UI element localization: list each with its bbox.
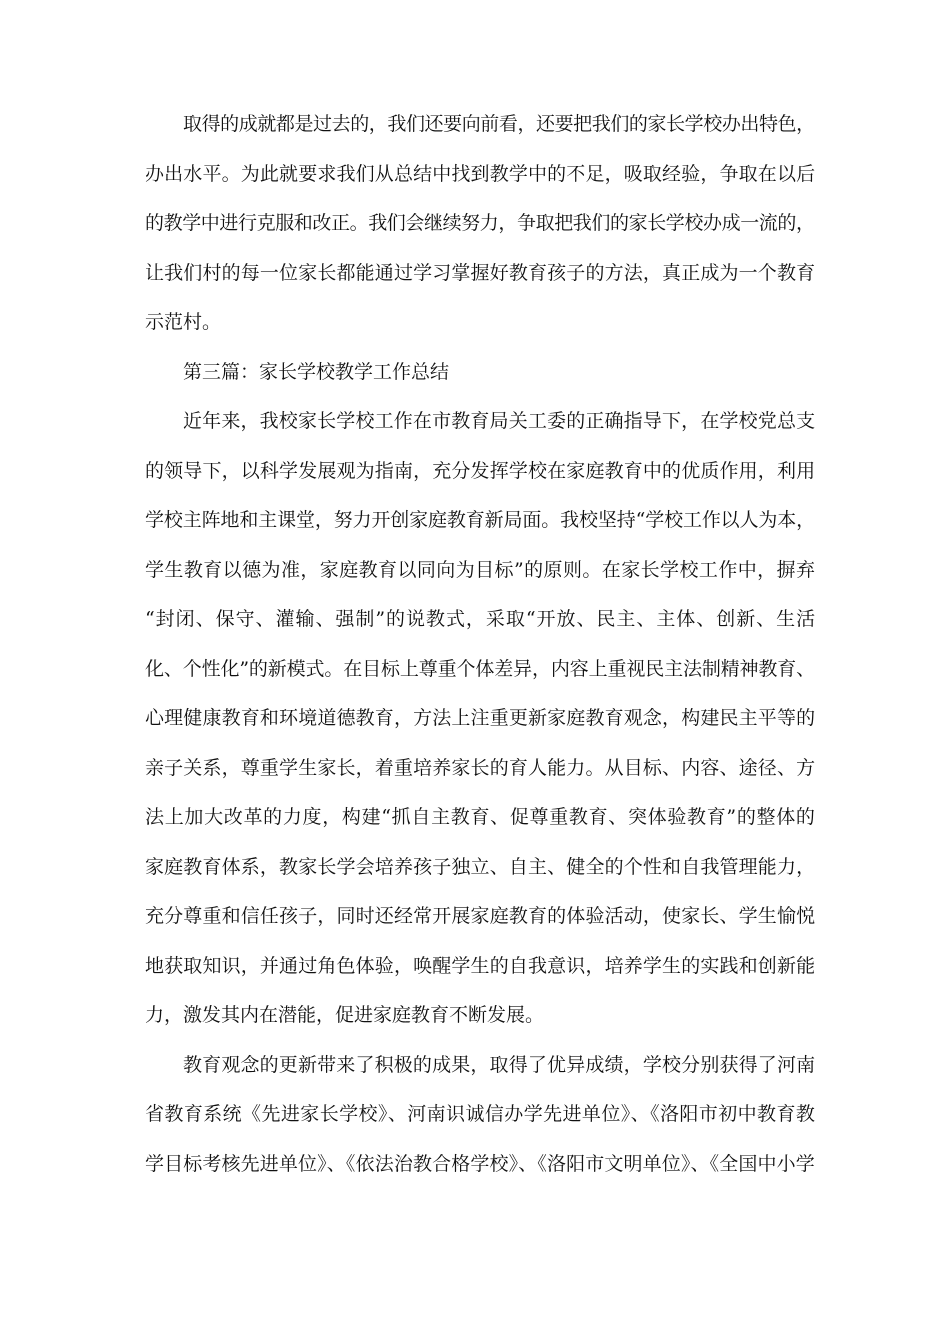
text-line: 教育观念的更新带来了积极的成果，取得了优异成绩，学校分别获得了河南: [183, 1053, 816, 1076]
text-line: 省教育系统《先进家长学校》、河南识诚信办学先进单位》、《洛阳市初中教育教: [145, 1103, 816, 1125]
text-line: 的教学中进行克服和改正。我们会继续努力，争取把我们的家长学校办成一流的，: [145, 212, 815, 234]
text-line: 法上加大改革的力度，构建“抓自主教育、促尊重教育、突体验教育”的整体的: [145, 806, 816, 828]
text-line: 学目标考核先进单位》、《依法治教合格学校》、《洛阳市文明单位》、《全国中小学: [145, 1152, 815, 1175]
text-line: 学生教育以德为准，家庭教育以同向为目标”的原则。在家长学校工作中，摒弃: [145, 558, 816, 581]
text-line: 充分尊重和信任孩子，同时还经常开展家庭教育的体验活动，使家长、学生愉悦: [145, 905, 816, 927]
text-line: 亲子关系，尊重学生家长，着重培养家长的育人能力。从目标、内容、途径、方: [145, 756, 816, 779]
document-body: [145, 100, 815, 1189]
text-line: 示范村。: [145, 311, 222, 333]
text-line: 让我们村的每一位家长都能通过学习掌握好教育孩子的方法，真正成为一个教育: [145, 261, 816, 284]
text-line: 学校主阵地和主课堂，努力开创家庭教育新局面。我校坚持“学校工作以人为本，: [145, 509, 816, 531]
text-line: 第三篇：家长学校教学工作总结: [183, 360, 450, 383]
text-line: “封闭、保守、灌输、强制”的说教式，采取“开放、民主、主体、创新、生活: [145, 608, 817, 630]
text-line: 家庭教育体系，教家长学会培养孩子独立、自主、健全的个性和自我管理能力，: [145, 855, 816, 878]
text-line: 力，激发其内在潜能，促进家庭教育不断发展。: [145, 1004, 545, 1026]
text-line: 化、个性化”的新模式。在目标上尊重个体差异，内容上重视民主法制精神教育、: [145, 657, 816, 680]
text-line: 办出水平。为此就要求我们从总结中找到教学中的不足，吸取经验，争取在以后: [145, 162, 816, 185]
text-line: 取得的成就都是过去的，我们还要向前看，还要把我们的家长学校办出特色，: [183, 113, 815, 135]
text-line: 地获取知识，并通过角色体验，唤醒学生的自我意识，培养学生的实践和创新能: [145, 954, 816, 977]
text-line: 心理健康教育和环境道德教育，方法上注重更新家庭教育观念，构建民主平等的: [145, 707, 816, 729]
text-line: 近年来，我校家长学校工作在市教育局关工委的正确指导下，在学校党总支: [183, 410, 816, 432]
text-line: 的领导下，以科学发展观为指南，充分发挥学校在家庭教育中的优质作用，利用: [145, 459, 816, 482]
